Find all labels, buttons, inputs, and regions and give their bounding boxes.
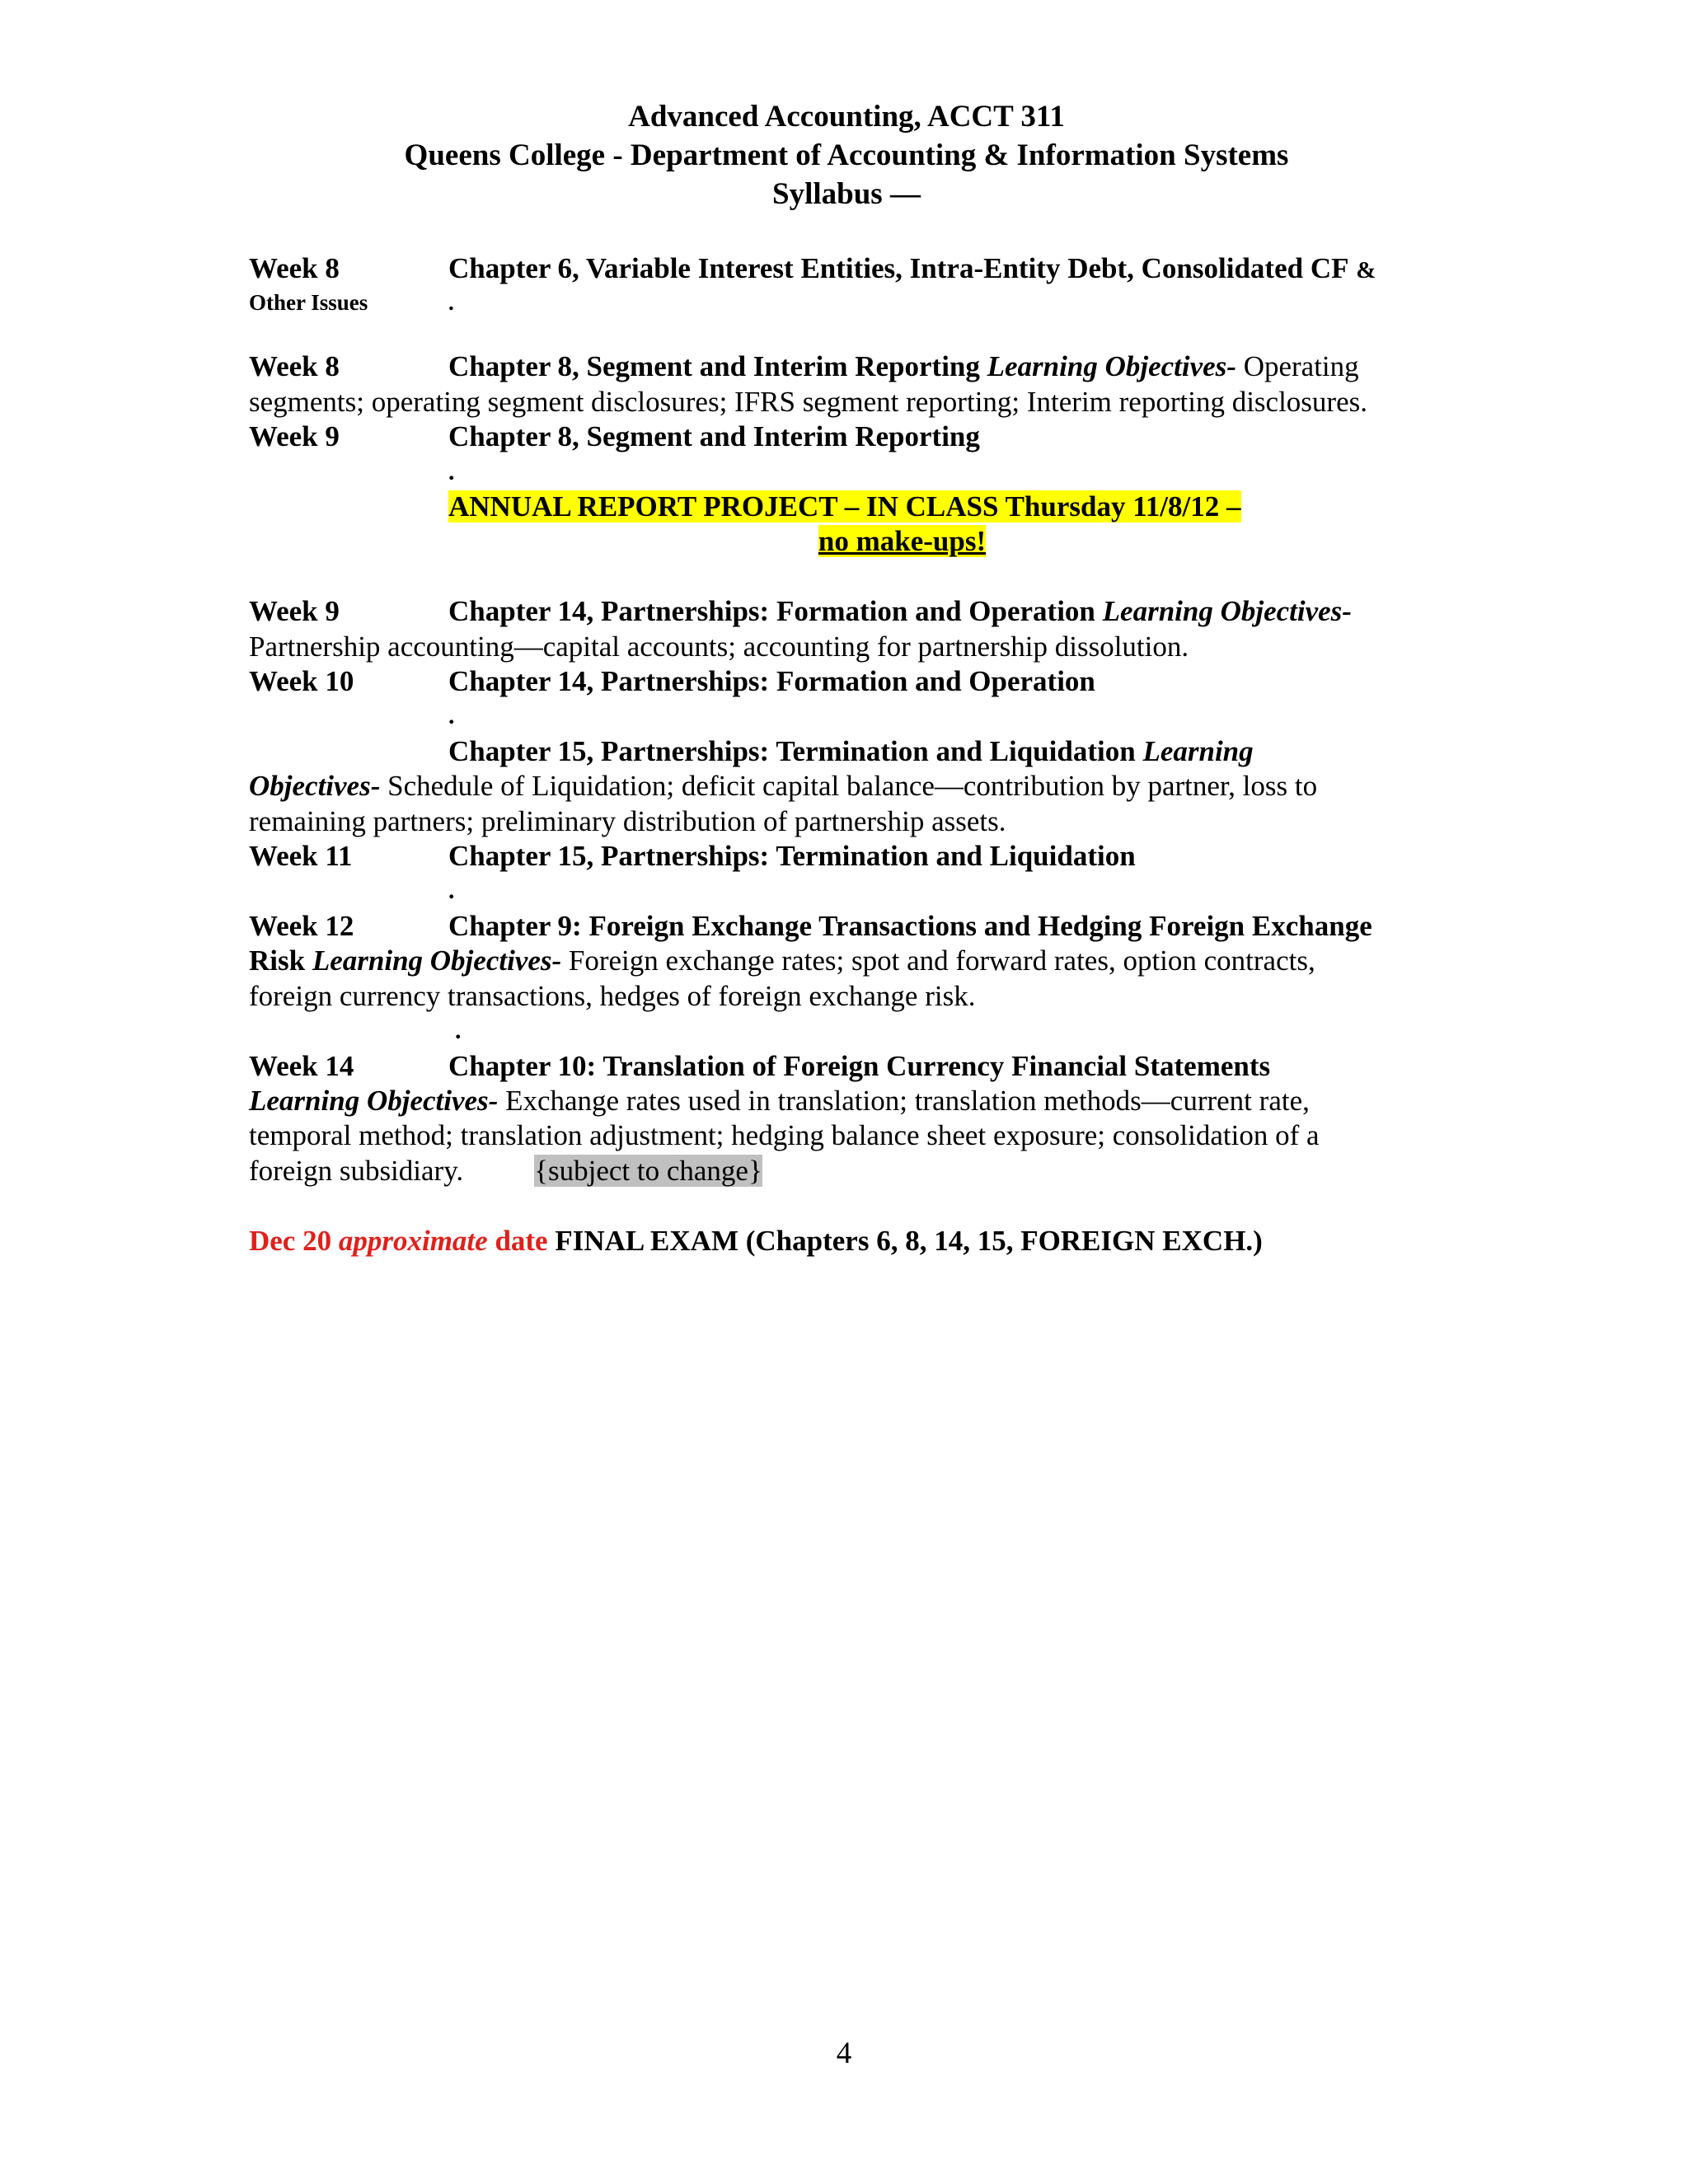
week-label: Week 14 <box>249 1049 354 1082</box>
chapter-15-objectives <box>249 769 1444 804</box>
week-14-objectives-2: temporal method; translation adjustment; hedging balance sheet exposure; consolidation of a <box>249 1119 1320 1152</box>
approximate-label: approximate <box>338 1224 488 1257</box>
week-9-chapter-14-objectives: Partnership accounting—capital accounts; accounting for partnership dissolution. <box>249 630 1189 663</box>
chapter-title: Chapter 10: Translation of Foreign Currency Financial Statements <box>448 1049 1271 1082</box>
chapter-title: Chapter 15, Partnerships: Termination and Liquidation <box>448 734 1136 767</box>
ampersand: & <box>1356 257 1376 284</box>
learning-objectives-text: Operating <box>1243 350 1359 383</box>
week-8-chapter-6 <box>249 251 1444 288</box>
week-14-objectives-3 <box>249 1154 1444 1188</box>
week-10-chapter-14 <box>249 664 1444 699</box>
week-label: Week 9 <box>249 595 340 628</box>
chapter-title: Chapter 8, Segment and Interim Reporting <box>448 420 980 453</box>
dot: . <box>448 877 455 905</box>
week-12-objectives <box>249 944 1444 978</box>
week-14-objectives <box>249 1084 1444 1118</box>
date-word: date <box>495 1224 548 1257</box>
syllabus-page <box>249 97 1444 1258</box>
week-11-chapter-15 <box>249 839 1444 874</box>
course-title: Advanced Accounting, ACCT 311 <box>628 100 1065 134</box>
dot: . <box>448 290 454 316</box>
department-title: Queens College - Department of Accounting & Information Systems <box>404 138 1289 172</box>
learning-objectives-text: foreign subsidiary. <box>249 1154 464 1187</box>
chapter-title: Chapter 14, Partnerships: Formation and Operation <box>448 595 1095 628</box>
week-12-chapter-9 <box>249 909 1444 944</box>
learning-objectives-label: Learning <box>1142 734 1254 767</box>
dot: . <box>448 457 455 485</box>
week-14-chapter-10 <box>249 1049 1444 1084</box>
annual-report-line-2: no make-ups! <box>818 525 987 558</box>
learning-objectives-label: Learning Objectives- <box>1102 595 1352 628</box>
week-label: Week 9 <box>249 420 340 453</box>
week-9-chapter-14 <box>249 594 1444 629</box>
syllabus-title: Syllabus — <box>772 177 921 211</box>
sub-label: Other Issues <box>249 290 368 316</box>
chapter-title: Chapter 14, Partnerships: Formation and Operation <box>448 665 1095 698</box>
chapter-title: Chapter 6, Variable Interest Entities, Intra-Entity Debt, Consolidated CF <box>448 252 1349 284</box>
week-8-chapter-6-sub <box>249 288 1444 317</box>
page-number: 4 <box>836 2036 852 2070</box>
learning-objectives-text: Schedule of Liquidation; deficit capital balance—contribution by partner, loss to <box>387 770 1318 803</box>
subject-to-change-note: {subject to change} <box>534 1154 762 1187</box>
dot: . <box>448 702 455 730</box>
week-12-objectives-2: foreign currency transactions, hedges of foreign exchange risk. <box>249 979 976 1012</box>
week-9-chapter-8 <box>249 419 1444 454</box>
week-8-chapter-8 <box>249 349 1444 384</box>
dot: . <box>455 1017 462 1045</box>
week-label: Week 8 <box>249 252 340 284</box>
learning-objectives-text: Foreign exchange rates; spot and forward rates, option contracts, <box>568 944 1315 977</box>
annual-report-line-1: ANNUAL REPORT PROJECT – IN CLASS Thursday 11/8/12 – <box>448 490 1241 523</box>
chapter-title: Chapter 8, Segment and Interim Reporting <box>448 350 980 383</box>
chapter-title: Chapter 9: Foreign Exchange Transactions and Hedging Foreign Exchange <box>448 909 1372 942</box>
annual-report-notice <box>249 490 1444 524</box>
chapter-title: Chapter 15, Partnerships: Termination and Liquidation <box>448 840 1136 873</box>
chapter-title-cont: Risk <box>249 944 306 977</box>
week-label: Week 12 <box>249 909 354 942</box>
week-8-chapter-8-objectives: segments; operating segment disclosures; IFRS segment reporting; Interim reporting disclosures. <box>249 385 1367 418</box>
final-exam-text: FINAL EXAM (Chapters 6, 8, 14, 15, FOREIGN EXCH.) <box>555 1224 1263 1257</box>
learning-objectives-label: Learning Objectives- <box>249 1084 499 1117</box>
chapter-15-objectives-2: remaining partners; preliminary distribution of partnership assets. <box>249 804 1006 837</box>
final-exam-entry <box>249 1224 1444 1258</box>
learning-objectives-label: Learning Objectives- <box>312 944 562 977</box>
learning-objectives-text: Exchange rates used in translation; translation methods—current rate, <box>505 1084 1310 1117</box>
learning-objectives-label: Learning Objectives- <box>987 350 1236 383</box>
week-label: Week 11 <box>249 840 353 873</box>
annual-report-notice-2 <box>249 524 1444 559</box>
final-exam-date: Dec 20 <box>249 1224 332 1257</box>
learning-objectives-label-cont: Objectives- <box>249 770 381 803</box>
week-label: Week 10 <box>249 665 354 698</box>
chapter-15-entry <box>249 734 1444 769</box>
week-label: Week 8 <box>249 350 340 383</box>
document-header <box>249 97 1444 213</box>
